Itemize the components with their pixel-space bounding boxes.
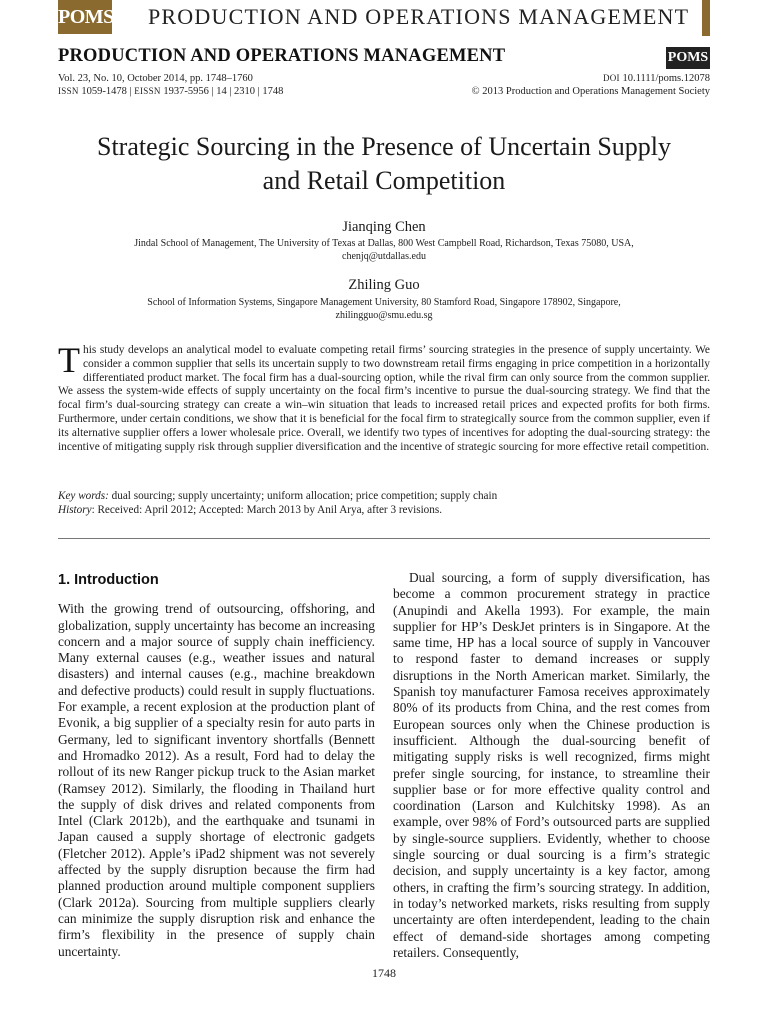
volume-line: Vol. 23, No. 10, October 2014, pp. 1748–1760	[58, 73, 253, 84]
running-header	[0, 0, 768, 36]
section-heading: 1. Introduction	[58, 572, 159, 588]
copyright-line: © 2013 Production and Operations Management Society	[471, 86, 710, 97]
author-name: Zhiling Guo	[348, 277, 420, 293]
keywords-line: Key words: dual sourcing; supply uncertainty; uniform allocation; price competition; supply chain	[58, 490, 498, 502]
section-divider	[58, 538, 710, 539]
abstract-dropcap: T	[58, 340, 80, 380]
poms-logo: POMS	[58, 0, 112, 34]
journal-logo: POMS	[666, 47, 710, 69]
issn-line: ISSN 1059-1478 | EISSN 1937-5956 | 14 | 2310 | 1748	[58, 86, 284, 97]
author-email[interactable]: zhilingguo@smu.edu.sg	[335, 309, 433, 321]
banner-title: PRODUCTION AND OPERATIONS MANAGEMENT	[148, 4, 690, 29]
body-column-left	[58, 570, 375, 960]
journal-name: PRODUCTION AND OPERATIONS MANAGEMENT	[58, 46, 506, 66]
abstract	[58, 340, 710, 454]
doi-link[interactable]: 10.1111/poms.12078	[622, 73, 710, 84]
doi-line: DOI 10.1111/poms.12078	[602, 73, 710, 84]
journal-meta-right	[472, 72, 710, 98]
author-affiliation: School of Information Systems, Singapore Management University, 80 Stamford Road, Singapore 178902, Singapore, zhilingguo@smu.edu.sg	[58, 297, 710, 322]
author-email[interactable]: chenjq@utdallas.edu	[342, 250, 426, 262]
paper-title: Strategic Sourcing in the Presence of Uncertain Supply and Retail Competition	[96, 132, 672, 195]
page-number: 1748	[372, 966, 396, 980]
abstract-text: his study develops an analytical model to evaluate competing retail firms’ sourcing strategies in the presence of supply uncertainty. We consider a common supplier that sells its uncertain supply to two downstream retail firms engaging in price competition in a horizontally differentiated product market. The focal firm has a dual-sourcing option, while the rival firm can only source from the common supplier. We assess the system-wide effects of supply uncertainty on the focal firm’s incentive to pursue the dual-sourcing strategy. We find that the focal firm’s dual-sourcing strategy can create a win–win situation that leads to increased retail prices and expected profits for both firms. Furthermore, under certain conditions, we show that it is beneficial for the focal firm to strategically source from the common supplier, even if its alternative supplier offers a lower wholesale price. Overall, we identify two types of incentives for adopting the dual-sourcing strategy: the incentive of mitigating supply risk through supplier diversification and the incentive of strategic sourcing for more effective retail competition.	[58, 344, 710, 453]
body-paragraph: With the growing trend of outsourcing, offshoring, and globalization, supply uncertainty has become an increasing concern and a major source of supply chain inefficiency. Many external causes (e.g., weather issues and natural disasters) and internal causes (e.g., machine breakdown and defective products) could result in supply fluctuations. For example, a recent explosion at the production plant of Evonik, a big supplier of a specialty resin for auto parts in Germany, led to significant inventory shortfalls (Bennett and Hromadko 2012). As a result, Ford had to delay the rollout of its new Ranger pickup truck to the Asian market (Ramsey 2012). Similarly, the flooding in Thailand hurt the supply of disk drives and related components from Intel (Clark 2012b), and the earthquake and tsunami in Japan caused a supply shortage of electronic gadgets (Fletcher 2012). Apple’s iPad2 shipment was not severely affected by the supply disruption because the firm had planned production around multiple component suppliers (Clark 2012a). Sourcing from multiple suppliers clearly can minimize the supply disruption risk and enhance the firm’s flexibility in the presence of supply chain uncertainty.	[58, 601, 375, 959]
keywords-block	[58, 489, 710, 517]
author-name: Jianqing Chen	[342, 219, 426, 235]
author-affiliation: Jindal School of Management, The University of Texas at Dallas, 800 West Campbell Road, Richardson, Texas 75080, USA, chenjq@utdallas.edu	[58, 238, 710, 263]
body-paragraph: Dual sourcing, a form of supply diversification, has become a common procurement strategy in practice (Anupindi and Akella 1993). For example, the main supplier for HP’s DeskJet printers is in Singapore. At the same time, HP has a local source of supply in Vancouver to respond faster to demand increases or supply disruptions in the North American market. Similarly, the Spanish toy manufacturer Famosa receives approximately 80% of its products from China, and the rest comes from European sources only when the Chinese production is insufficient. Although the dual-sourcing benefit of mitigating supply risks is well recognized, firms might prefer single sourcing, for instance, to streamline their supplier base or for more effective quality control and coordination (Larson and Kulchitsky 1998). As an example, over 98% of Ford’s outsourced parts are supplied by single-source suppliers. Evidently, whether to choose single sourcing or dual sourcing is a firm’s strategic decision, and supply uncertainty is a key factor, among others, in crafting the firm’s sourcing strategy. In addition, in today’s networked markets, risks resulting from supply uncertainty are often interdependent, leading to the chain effect of demand-side shortages among competing retailers. Consequently,	[393, 570, 710, 960]
history-line: History: Received: April 2012; Accepted: March 2013 by Anil Arya, after 3 revisions.	[58, 504, 443, 516]
journal-meta-left	[58, 72, 283, 98]
banner-accent-bar	[702, 0, 710, 36]
body-column-right	[393, 570, 710, 961]
